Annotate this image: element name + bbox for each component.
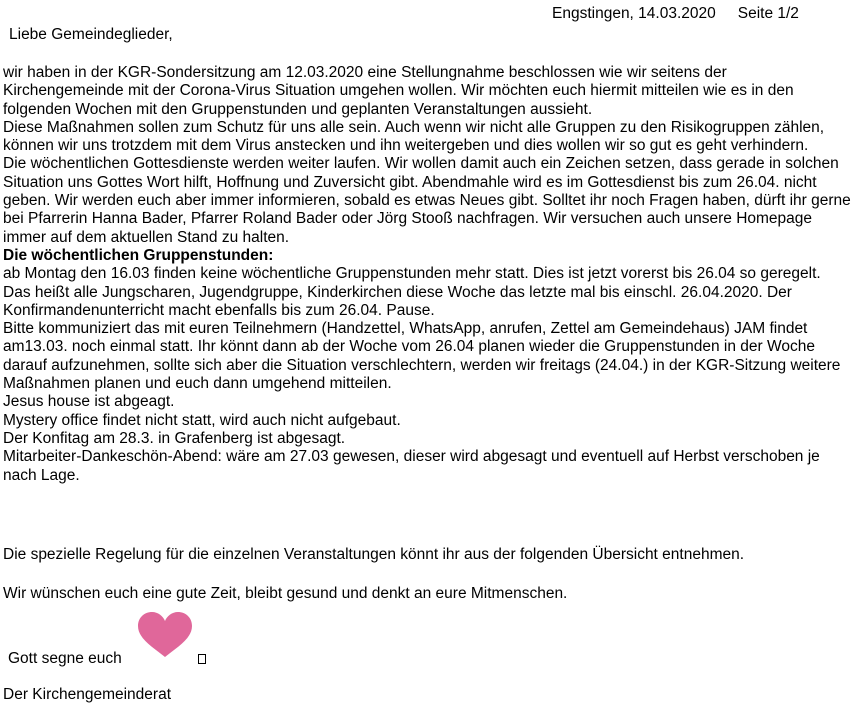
paragraph-group-sessions: ab Montag den 16.03 finden keine wöchentliche Gruppenstunden mehr statt. Dies ist jetzt vorerst bis 26.04 so geregelt. Das heißt alle Jungscharen, Jugendgruppe, Kinderkirchen diese Woche das letzte mal bis einschl. 26.04.2020. Der Konfirmandenunterricht macht ebenfalls bis zum 26.04. Pause. (3, 265, 821, 319)
paragraph-intro: wir haben in der KGR-Sondersitzung am 12.03.2020 eine Stellungnahme beschlossen wie wir seitens der Kirchengemeinde mit der Corona-Virus Situation umgehen wollen. Wir möchten euch hiermit mitteilen wie es in den folgenden Wochen mit den Gruppenstunden und geplanten Veranstaltungen aussieht. (3, 64, 794, 118)
paragraph-protection: Diese Maßnahmen sollen zum Schutz für uns alle sein. Auch wenn wir nicht alle Gruppen zu den Risikogruppen zählen, können wir uns trotzdem mit dem Virus anstecken und ihn weitergeben und dies wollen wir so gut es geht verhindern. (3, 118, 825, 155)
missing-glyph-box (198, 654, 206, 664)
letter-body (3, 64, 851, 485)
paragraph-services: Die wöchentlichen Gottesdienste werden weiter laufen. Wir wollen damit auch ein Zeichen setzen, dass gerade in solchen Situation uns Gottes Wort hilft, Hoffnung und Zuversicht gibt. Abendmahle wird es im Gottesdienst bis zum 26.04. nicht geben. Wir werden euch aber immer informieren, sobald es etwas Neues gibt. Solltet ihr noch Fragen haben, dürft ihr gerne bei Pfarrerin Hanna Bader, Pfarrer Roland Bader oder Jörg Stooß nachfragen. Wir versuchen auch unsere Homepage immer auf dem aktuellen Stand zu halten. (3, 155, 851, 246)
closing-overview-note: Die spezielle Regelung für die einzelnen Veranstaltungen könnt ihr aus der folgenden Übersicht entnehmen. (3, 546, 745, 563)
paragraph-jesus-house: Jesus house ist abgeagt. (3, 393, 175, 411)
paragraph-communication: Bitte kommuniziert das mit euren Teilnehmern (Handzettel, WhatsApp, anrufen, Zettel am Gemeindehaus) JAM findet am13.03. noch einmal statt. Ihr könnt dann ab der Woche vom 26.04 planen wieder die Gruppenstunden in der Woche darauf aufzunehmen, sollte sich aber die Situation verschlechtern, werden wir freitags (24.04.) in der KGR-Sitzung weitere Maßnahmen planen und euch dann umgehend mitteilen. (3, 320, 841, 393)
letter-header (552, 5, 799, 23)
heart-shape (138, 612, 192, 657)
paragraph-konfitag: Der Konfitag am 28.3. in Grafenberg ist abgesagt. (3, 429, 346, 447)
signature: Der Kirchengemeinderat (3, 686, 172, 703)
paragraph-thank-you-evening: Mitarbeiter-Dankeschön-Abend: wäre am 27.03 gewesen, dieser wird abgesagt und eventuell auf Herbst verschoben je nach Lage. (3, 448, 820, 484)
closing-wishes: Wir wünschen euch eine gute Zeit, bleibt gesund und denkt an eure Mitmenschen. (3, 585, 568, 602)
section-heading: Die wöchentlichen Gruppenstunden: (3, 246, 274, 264)
heart-icon (136, 611, 194, 659)
paragraph-mystery-office: Mystery office findet nicht statt, wird auch nicht aufgebaut. (3, 411, 401, 429)
salutation: Liebe Gemeindeglieder, (9, 26, 173, 43)
place-date: Engstingen, 14.03.2020 (552, 5, 716, 22)
blessing-text: Gott segne euch (8, 650, 122, 667)
page-number: Seite 1/2 (737, 5, 799, 22)
